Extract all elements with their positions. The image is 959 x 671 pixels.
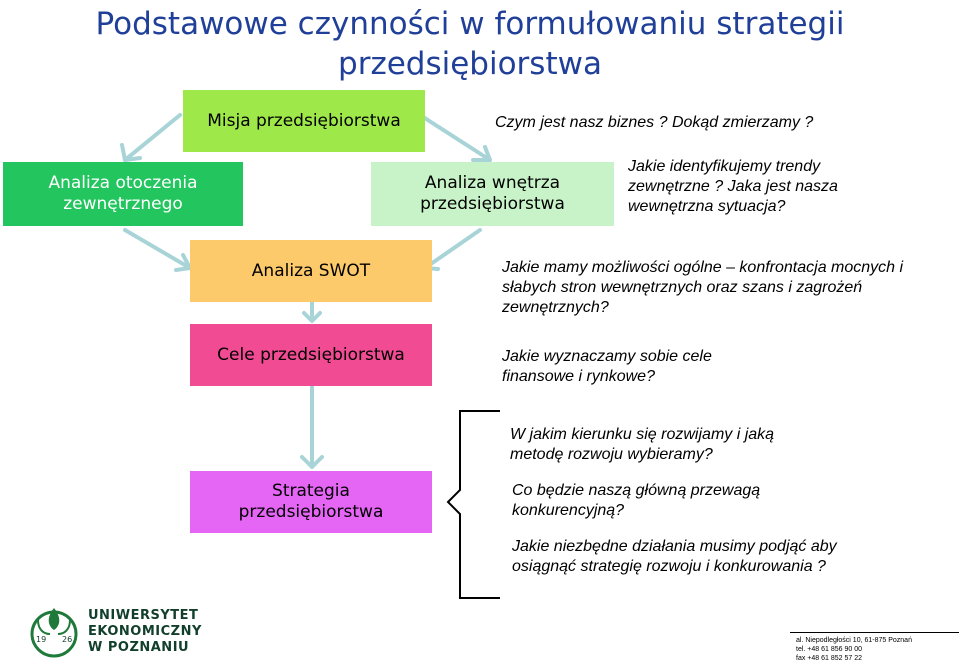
arrow-internal-swot	[425, 230, 480, 268]
question-advantage: Co będzie naszą główną przewagą konkurencyjną?	[512, 482, 761, 519]
arrow-mission-internal	[420, 115, 490, 160]
university-name	[88, 608, 202, 656]
footer-tel: tel. +48 61 856 90 00	[796, 646, 862, 653]
internal-analysis-box: Analiza wnętrza przedsiębiorstwa	[371, 162, 614, 226]
strategy-box: Strategia przedsiębiorstwa	[190, 471, 432, 533]
university-logo-icon	[24, 600, 84, 660]
external-analysis-box: Analiza otoczenia zewnętrznego	[3, 162, 243, 226]
footer-fax: fax +48 61 852 57 22	[796, 655, 862, 662]
footer-address: al. Niepodległości 10, 61-875 Poznań	[796, 637, 912, 644]
goals-box: Cele przedsiębiorstwa	[190, 324, 432, 386]
question-analysis: Jakie identyfikujemy trendy zewnętrzne ? Jaka jest nasza wewnętrzna sytuacja?	[628, 158, 838, 215]
swot-box: Analiza SWOT	[190, 240, 432, 302]
mission-box: Misja przedsiębiorstwa	[183, 90, 425, 152]
logo-line-3: W POZNANIU	[88, 640, 190, 655]
logo-line-1: UNIWERSYTET	[88, 608, 199, 623]
logo-line-2: EKONOMICZNY	[88, 624, 202, 639]
question-mission: Czym jest nasz biznes ? Dokąd zmierzamy ?	[495, 114, 814, 131]
question-direction: W jakim kierunku się rozwijamy i jaką metodę rozwoju wybieramy?	[510, 426, 775, 463]
question-goals: Jakie wyznaczamy sobie cele finansowe i rynkowe?	[502, 348, 712, 385]
logo-year-right: 26	[62, 635, 73, 644]
question-actions: Jakie niezbędne działania musimy podjąć aby osiągnąć strategię rozwoju i konkurowania ?	[512, 538, 837, 575]
arrow-external-swot	[125, 230, 190, 268]
logo-year-left: 19	[36, 635, 47, 644]
question-swot: Jakie mamy możliwości ogólne – konfrontacja mocnych i słabych stron wewnętrznych oraz szans i zagrożeń zewnętrznych?	[502, 259, 904, 316]
arrow-mission-external	[125, 115, 180, 160]
bracket-brace	[448, 411, 500, 598]
footer-divider	[790, 632, 959, 633]
page-title: Podstawowe czynności w formułowaniu strategii przedsiębiorstwa	[95, 6, 845, 82]
footer-contact	[796, 636, 912, 663]
